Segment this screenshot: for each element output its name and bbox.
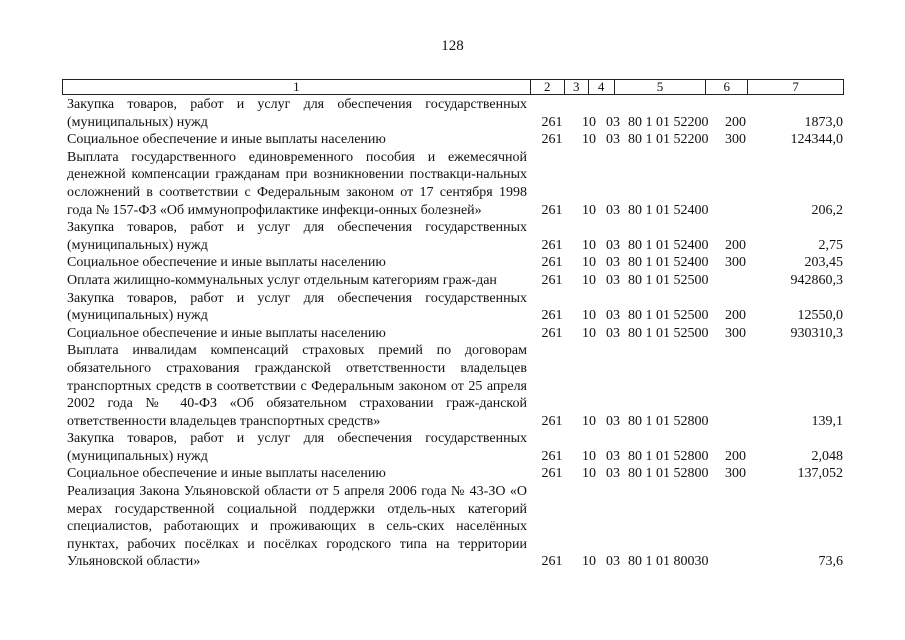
row-section: 10 — [582, 202, 596, 218]
header-col-5: 5 — [615, 80, 707, 94]
row-section: 10 — [582, 448, 596, 464]
row-expense-type: 300 — [725, 466, 746, 482]
row-target-article: 80 1 01 80030 — [628, 554, 709, 570]
row-gov-code: 261 — [541, 132, 563, 148]
row-expense-type: 300 — [725, 132, 746, 148]
budget-table — [62, 79, 844, 571]
row-amount: 2,048 — [811, 448, 843, 464]
row-expense-type: 200 — [725, 308, 746, 324]
row-target-article: 80 1 01 52400 — [628, 202, 709, 218]
row-subsection: 03 — [606, 308, 620, 324]
row-target-article: 80 1 01 52500 — [628, 325, 709, 341]
row-amount: 139,1 — [811, 413, 843, 429]
table-header — [62, 79, 844, 95]
row-amount: 1873,0 — [804, 114, 843, 130]
row-description: Социальное обеспечение и иные выплаты населению — [67, 325, 386, 341]
row-gov-code: 261 — [541, 448, 563, 464]
row-subsection: 03 — [606, 325, 620, 341]
table-row — [62, 325, 844, 343]
row-description: Социальное обеспечение и иные выплаты населению — [67, 466, 386, 482]
table-row — [62, 149, 844, 219]
row-subsection: 03 — [606, 202, 620, 218]
row-gov-code: 261 — [541, 554, 563, 570]
table-body — [62, 96, 844, 571]
table-row — [62, 483, 844, 571]
row-subsection: 03 — [606, 237, 620, 253]
table-row — [62, 290, 844, 325]
row-subsection: 03 — [606, 554, 620, 570]
header-col-7: 7 — [792, 79, 799, 94]
row-gov-code: 261 — [541, 237, 563, 253]
header-col-6: 6 — [706, 80, 748, 94]
row-gov-code: 261 — [541, 272, 563, 288]
row-subsection: 03 — [606, 114, 620, 130]
row-description: Закупка товаров, работ и услуг для обеспечения государственных (муниципальных) нужд — [67, 220, 527, 253]
header-col-1: 1 — [63, 80, 531, 94]
row-target-article: 80 1 01 52800 — [628, 413, 709, 429]
row-gov-code: 261 — [541, 413, 563, 429]
row-description: Выплата инвалидам компенсаций страховых премий по договорам обязательного страхования гражданской ответственности владельцев транспортных средств в соответствии с Федеральным законом от 25 апреля 2002 года № 40-ФЗ «Об обязательном страховании граж-данской ответственности владельцев транспортных средств» — [67, 343, 527, 429]
table-row — [62, 430, 844, 465]
row-target-article: 80 1 01 52400 — [628, 237, 709, 253]
row-amount: 124344,0 — [790, 132, 843, 148]
row-description: Реализация Закона Ульяновской области от 5 апреля 2006 года № 43-ЗО «О мерах государственной социальной поддержки отдель-ных категорий специалистов, работающих и проживающих в сель-ских населённых пунктах, рабочих посёлках и посёлках городского типа на территории Ульяновской области» — [67, 484, 527, 570]
row-subsection: 03 — [606, 466, 620, 482]
row-gov-code: 261 — [541, 114, 563, 130]
row-section: 10 — [582, 272, 596, 288]
row-section: 10 — [582, 237, 596, 253]
row-description: Социальное обеспечение и иные выплаты населению — [67, 132, 386, 148]
row-description: Социальное обеспечение и иные выплаты населению — [67, 255, 386, 271]
table-row — [62, 254, 844, 272]
row-amount: 930310,3 — [790, 325, 843, 341]
row-gov-code: 261 — [541, 325, 563, 341]
row-description: Оплата жилищно-коммунальных услуг отдельным категориям граж-дан — [67, 272, 497, 288]
row-amount: 73,6 — [818, 554, 843, 570]
row-section: 10 — [582, 413, 596, 429]
row-gov-code: 261 — [541, 308, 563, 324]
row-amount: 206,2 — [811, 202, 843, 218]
row-gov-code: 261 — [541, 202, 563, 218]
row-subsection: 03 — [606, 413, 620, 429]
table-row — [62, 342, 844, 430]
page-number: 128 — [441, 38, 464, 54]
row-subsection: 03 — [606, 255, 620, 271]
table-row — [62, 219, 844, 254]
row-amount: 12550,0 — [797, 308, 843, 324]
row-section: 10 — [582, 114, 596, 130]
table-row — [62, 272, 844, 290]
row-expense-type: 200 — [725, 237, 746, 253]
row-description: Закупка товаров, работ и услуг для обеспечения государственных (муниципальных) нужд — [67, 97, 527, 130]
row-gov-code: 261 — [541, 255, 563, 271]
table-row — [62, 96, 844, 131]
row-expense-type: 200 — [725, 114, 746, 130]
row-subsection: 03 — [606, 132, 620, 148]
row-amount: 203,45 — [804, 255, 843, 271]
row-section: 10 — [582, 466, 596, 482]
row-amount: 137,052 — [797, 466, 843, 482]
row-description: Закупка товаров, работ и услуг для обеспечения государственных (муниципальных) нужд — [67, 431, 527, 464]
row-target-article: 80 1 01 52500 — [628, 272, 709, 288]
row-expense-type: 300 — [725, 255, 746, 271]
row-subsection: 03 — [606, 272, 620, 288]
row-target-article: 80 1 01 52800 — [628, 448, 709, 464]
header-col-3: 3 — [565, 80, 589, 94]
row-target-article: 80 1 01 52200 — [628, 114, 709, 130]
row-section: 10 — [582, 554, 596, 570]
header-col-4: 4 — [589, 80, 615, 94]
table-row — [62, 465, 844, 483]
row-amount: 942860,3 — [790, 272, 843, 288]
row-expense-type: 200 — [725, 448, 746, 464]
row-amount: 2,75 — [818, 237, 843, 253]
table-row — [62, 131, 844, 149]
row-section: 10 — [582, 255, 596, 271]
row-section: 10 — [582, 325, 596, 341]
row-description: Закупка товаров, работ и услуг для обеспечения государственных (муниципальных) нужд — [67, 290, 527, 324]
row-target-article: 80 1 01 52400 — [628, 255, 709, 271]
row-target-article: 80 1 01 52500 — [628, 308, 709, 324]
row-gov-code: 261 — [541, 466, 563, 482]
row-section: 10 — [582, 308, 596, 324]
row-expense-type: 300 — [725, 325, 746, 341]
row-description: Выплата государственного единовременного пособия и ежемесячной денежной компенсации гражданам при возникновении поствакци-нальных осложнений в соответствии с Федеральным законом от 17 сентября 1998 года № 157-ФЗ «Об иммунопрофилактике инфекци-онных болезней» — [67, 149, 527, 218]
row-subsection: 03 — [606, 448, 620, 464]
row-target-article: 80 1 01 52200 — [628, 132, 709, 148]
header-col-2: 2 — [531, 80, 565, 94]
row-target-article: 80 1 01 52800 — [628, 466, 709, 482]
row-section: 10 — [582, 132, 596, 148]
